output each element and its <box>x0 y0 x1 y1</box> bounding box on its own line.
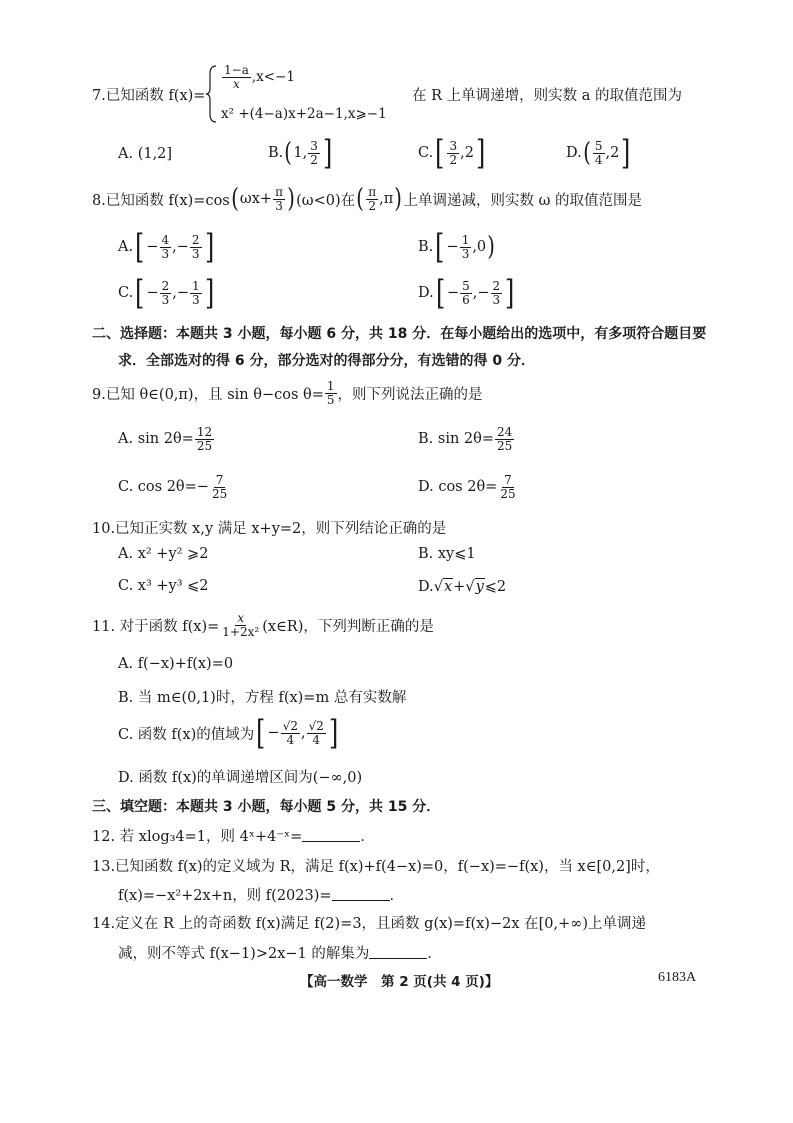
section2-instructions-line2: 求．全部选对的得 6 分，部分选对的得部分分，有选错的得 0 分． <box>118 353 535 369</box>
q11-option-b[interactable]: B. 当 m∈(0,1)时，方程 f(x)=m 总有实数解 <box>118 690 407 706</box>
q11-stem-b: (x∈R)，下列判断正确的是 <box>262 618 434 635</box>
q13-tail: ． <box>389 888 405 904</box>
q8-option-b-minus: − <box>446 239 459 255</box>
q11-option-c-text: C. 函数 f(x)的值域为 <box>118 726 255 743</box>
q8-option-c-label: C. <box>118 285 134 301</box>
q9-stem-b: ，则下列说法正确的是 <box>337 386 483 403</box>
q7-option-d-label: D. <box>566 145 582 161</box>
q7-option-b-lparen: ( <box>284 138 293 168</box>
q9-option-c-num: 7 <box>215 473 224 487</box>
q7-option-d-tail: ,2 <box>605 145 620 161</box>
q7-option-b-num: 3 <box>310 138 318 153</box>
q8-option-d-rbracket: ] <box>505 273 515 313</box>
q10-option-d-tail: ⩽2 <box>484 578 507 595</box>
q8-pi-frac <box>273 186 285 212</box>
q7-piece2: x² +(4−a)x+2a−1,x⩾−1 <box>221 106 387 122</box>
q8-paren-left: ( <box>231 184 239 215</box>
q11-den: 1+2x² <box>222 624 260 639</box>
q7-option-c-label: C. <box>418 145 434 161</box>
q10-option-b[interactable]: B. xy⩽1 <box>418 546 476 562</box>
q8-pi-den: 3 <box>275 198 283 213</box>
q7-piece1-cond: ,x<−1 <box>251 69 295 86</box>
q7-piece1-frac <box>222 64 251 90</box>
q7-piece1-den: x <box>233 76 240 91</box>
q14-line1: 14.定义在 R 上的奇函数 f(x)满足 f(2)=3，且函数 g(x)=f(x)−2x 在[0,+∞)上单调递 <box>92 916 646 932</box>
q7-option-b-label: B. <box>268 145 284 161</box>
q9-option-d-num: 7 <box>504 473 512 487</box>
q8-option-c-n1: 2 <box>161 278 170 293</box>
q8-option-c-lbracket: [ <box>135 273 145 313</box>
q11-stem <box>92 612 434 638</box>
q8-option-a-minus2: ,− <box>172 239 189 255</box>
q8-option-b-tail: ,0 <box>472 239 487 255</box>
section2-instructions-line1: 二、选择题：本题共 3 小题，每小题 6 分，共 18 分．在每小题给出的选项中，有多项符合题目要 <box>92 326 707 342</box>
q7-option-c-den: 2 <box>449 152 458 167</box>
q9-option-b-den: 25 <box>497 438 513 453</box>
q8-option-a-label: A. <box>118 239 134 255</box>
q11-stem-a: 11. 对于函数 f(x)= <box>92 618 220 635</box>
q7-option-c-frac <box>447 140 459 166</box>
q8-option-c-rbracket: ] <box>204 273 214 313</box>
q9-option-b-text: B. sin 2θ= <box>418 431 495 448</box>
q8-interval-num: π <box>368 185 377 199</box>
q11-option-d[interactable]: D. 函数 f(x)的单调递增区间为(−∞,0) <box>118 770 363 786</box>
q8-option-d-frac1 <box>460 280 472 306</box>
q8-option-d-n1: 5 <box>462 278 470 293</box>
q9-den: 5 <box>326 392 335 407</box>
q8-option-a-d2: 3 <box>191 246 200 261</box>
q11-option-c-d2: 4 <box>312 732 321 747</box>
q8-stem <box>92 184 643 215</box>
q7-option-b-rbracket: ] <box>322 133 333 173</box>
q8-stem-c: 上单调递减，则实数 ω 的取值范围是 <box>403 192 643 209</box>
q12-stem: 12. 若 xlog₃4=1，则 4ˣ+4⁻ˣ= <box>92 829 303 845</box>
q9-option-d-text: D. cos 2θ= <box>418 479 498 496</box>
q8-option-d-n2: 2 <box>492 278 501 293</box>
q8-option-a-frac1 <box>160 234 172 260</box>
q11-option-c-d1: 4 <box>286 732 295 747</box>
q8-option-d[interactable] <box>418 273 516 313</box>
q7-option-d-rbracket: ] <box>621 133 631 173</box>
q9-stem-a: 9.已知 θ∈(0,π)，且 sin θ−cos θ= <box>92 386 324 403</box>
q9-option-c-den: 25 <box>211 486 228 501</box>
q11-option-a[interactable]: A. f(−x)+f(x)=0 <box>118 656 234 672</box>
q9-option-b-frac <box>495 426 514 452</box>
q9-option-b-num: 24 <box>497 425 513 439</box>
q8-option-a-minus1: − <box>146 239 159 255</box>
q8-option-d-d2: 3 <box>492 292 501 307</box>
q7-option-c-num: 3 <box>449 138 458 153</box>
q7-option-c-lbracket: [ <box>435 133 445 173</box>
q8-interval-tail: ,π <box>379 191 394 208</box>
q12 <box>92 825 375 846</box>
q8-interval-frac <box>366 186 378 212</box>
q8-option-c-minus1: − <box>146 285 159 301</box>
q7-option-d-num: 5 <box>594 138 603 153</box>
q10-option-a[interactable]: A. x² +y² ⩾2 <box>118 546 209 562</box>
q7-option-b-a: 1, <box>293 145 308 161</box>
q9-option-d[interactable] <box>418 474 519 500</box>
q7-piece1-num: 1−a <box>224 63 249 77</box>
q10-option-d-y: y <box>475 579 484 595</box>
q11-option-c-n1: √2 <box>282 718 298 733</box>
q8-option-d-frac2 <box>491 280 503 306</box>
q14-line2 <box>118 942 442 963</box>
q9-option-d-frac <box>498 474 517 500</box>
q10-stem: 10.已知正实数 x,y 满足 x+y=2，则下列结论正确的是 <box>92 521 447 537</box>
q8-option-c-frac1 <box>160 280 172 306</box>
q9-option-b[interactable] <box>418 426 515 452</box>
q14-line2-text: 减，则不等式 f(x−1)>2x−1 的解集为 <box>118 946 370 962</box>
q8-option-c-d1: 3 <box>161 292 170 307</box>
q11-num: x <box>237 611 245 625</box>
q7-option-d-lparen: ( <box>582 138 591 168</box>
q8-option-a-n2: 2 <box>191 232 200 247</box>
q8-option-b-frac <box>460 234 472 260</box>
q9-option-a-text: A. sin 2θ= <box>118 431 194 448</box>
q9-option-c[interactable] <box>118 474 230 500</box>
q10-option-c[interactable]: C. x³ +y³ ⩽2 <box>118 578 209 594</box>
q8-option-c-n2: 1 <box>192 278 200 293</box>
q8-interval-den: 2 <box>368 198 377 213</box>
q8-option-b-lbracket: [ <box>435 227 445 267</box>
q9-option-c-text: C. cos 2θ=− <box>118 479 209 496</box>
q9-option-a-frac <box>195 426 214 452</box>
q11-option-c-lbracket: [ <box>256 713 266 753</box>
q8-option-c-d2: 3 <box>192 292 200 307</box>
q8-inner: ωx+ <box>239 191 273 208</box>
q10-option-d-radical1: √ <box>433 578 443 595</box>
q8-option-b-d1: 3 <box>461 246 470 261</box>
q7-stem-suffix: 在 R 上单调递增，则实数 a 的取值范围为 <box>412 88 682 104</box>
q7-option-d[interactable] <box>566 133 633 173</box>
q13-line2-text: f(x)=−x²+2x+n，则 f(2023)= <box>118 888 332 904</box>
q7-stem-prefix: 7.已知函数 f(x)= <box>92 88 206 104</box>
q7-option-d-frac <box>593 140 605 166</box>
q7-option-c-tail: ,2 <box>460 145 474 161</box>
q7-option-b-frac <box>308 140 320 166</box>
q9-option-d-den: 25 <box>500 486 516 501</box>
q10-option-d-label: D. <box>418 578 434 595</box>
q8-option-d-minus1: − <box>446 285 460 301</box>
q8-option-b-n1: 1 <box>461 232 470 247</box>
q11-option-c-rbracket: ] <box>328 713 339 753</box>
q7-option-d-den: 4 <box>594 152 603 167</box>
q10-option-d-radical2: √ <box>465 578 475 595</box>
q8-option-c[interactable] <box>118 273 216 313</box>
q7-piecewise <box>205 64 425 124</box>
q12-tail: ． <box>360 829 375 845</box>
q8-option-a-d1: 3 <box>161 246 170 261</box>
q10-option-d[interactable] <box>418 578 506 595</box>
q7-option-a[interactable]: A. (1,2] <box>118 146 173 162</box>
q11-option-c-minus: − <box>267 725 280 741</box>
q9-option-a[interactable] <box>118 426 215 452</box>
q11-option-c-frac2 <box>307 720 326 746</box>
q11-option-c-comma: , <box>300 725 306 741</box>
q7-option-c-rbracket: ] <box>475 133 486 173</box>
page-footer-label: 【高一数学 第 2 页(共 4 页)】 <box>300 974 499 990</box>
q9-stem <box>92 380 483 406</box>
q10-option-d-x: x <box>443 579 453 595</box>
q7-option-b-den: 2 <box>310 152 318 167</box>
q13-line1: 13.已知函数 f(x)的定义域为 R，满足 f(x)+f(4−x)=0，f(−x)=−f(x)，当 x∈[0,2]时， <box>92 859 660 875</box>
q14-answer-blank[interactable] <box>369 946 427 959</box>
q11-option-c-frac1 <box>281 720 300 746</box>
q7-option-c[interactable] <box>418 133 487 173</box>
q9-num: 1 <box>326 379 335 393</box>
q8-option-d-minus2: ,− <box>472 285 490 301</box>
q8-option-a-n1: 4 <box>161 232 170 247</box>
section3-title: 三、填空题：本题共 3 小题，每小题 5 分，共 15 分． <box>92 799 441 815</box>
q9-option-a-num: 12 <box>196 425 213 439</box>
q8-stem-a: 8.已知函数 f(x)=cos <box>92 192 230 209</box>
q8-option-c-minus2: ,− <box>172 285 190 301</box>
q8-stem-b: (ω<0)在 <box>296 192 356 209</box>
q8-option-c-frac2 <box>190 280 202 306</box>
q8-interval-right: ) <box>394 184 403 215</box>
q8-option-a-frac2 <box>190 234 202 260</box>
q8-interval-left: ( <box>356 184 365 215</box>
page-footer-code: 6183A <box>658 970 697 985</box>
q8-option-d-lbracket: [ <box>435 273 445 313</box>
q14-tail: ． <box>427 946 442 962</box>
q13-answer-blank[interactable] <box>332 888 390 901</box>
q9-option-a-den: 25 <box>196 438 213 453</box>
q7-piece1 <box>221 64 295 90</box>
q8-option-b-rparen: ) <box>487 232 496 262</box>
q11-option-c-n2: √2 <box>308 718 324 733</box>
q9-frac <box>325 380 337 406</box>
q7-option-b[interactable] <box>268 133 334 173</box>
q8-option-b[interactable] <box>418 227 496 267</box>
q8-option-a-rbracket: ] <box>204 227 214 267</box>
q8-option-d-d1: 6 <box>462 292 470 307</box>
q8-pi-num: π <box>275 185 283 199</box>
q10-option-d-plus: + <box>453 578 466 595</box>
q7-brace <box>205 64 219 124</box>
q8-option-b-label: B. <box>418 239 434 255</box>
q11-frac <box>220 612 261 638</box>
q8-option-a[interactable] <box>118 227 216 267</box>
q12-answer-blank[interactable] <box>302 829 360 842</box>
q13-line2 <box>118 884 404 905</box>
q8-option-d-label: D. <box>418 285 434 301</box>
q9-option-c-frac <box>210 474 229 500</box>
q8-option-a-lbracket: [ <box>135 227 145 267</box>
q11-option-c[interactable] <box>118 713 340 753</box>
q8-paren-right: ) <box>287 184 295 215</box>
